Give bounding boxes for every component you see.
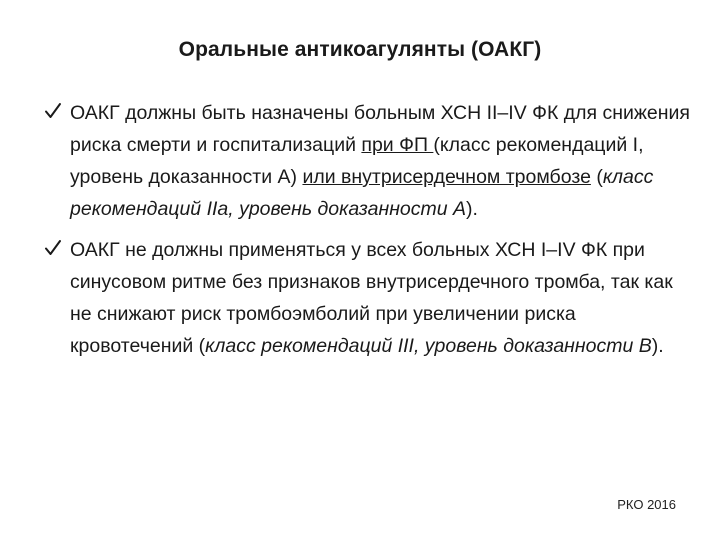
bullet-text: ОАКГ должны быть назначены больным ХСН II–IV ФК для снижения риска смерти и госпитализаций bbox=[70, 102, 690, 156]
checkmark-icon bbox=[44, 234, 64, 266]
italic-text: класс рекомендаций III, уровень доказанности В bbox=[205, 335, 652, 357]
underlined-text: или внутрисердечном тромбозе bbox=[302, 166, 591, 188]
italic-text: класс рекомендаций IIa, уровень доказанности А bbox=[70, 166, 654, 220]
bullet-text: ). bbox=[651, 335, 664, 357]
bullet-text: (класс рекомендаций I, уровень доказанности А) bbox=[70, 134, 644, 188]
bullet-text: ОАКГ не должны применяться у всех больных ХСН I–IV ФК при синусовом ритме без признаков внутрисердечного тромба, так как не снижают риск тромбоэмболий при увеличении риска кровотечений ( bbox=[70, 239, 673, 357]
bullet-text: ). bbox=[466, 198, 478, 220]
bullet-item bbox=[44, 234, 694, 362]
bullet-item bbox=[44, 97, 694, 225]
underlined-text: при ФП bbox=[361, 134, 434, 156]
footer-source: РКО 2016 bbox=[617, 497, 676, 512]
bullet-text: ( bbox=[590, 166, 603, 188]
checkmark-icon bbox=[44, 97, 64, 129]
bullet-list bbox=[44, 97, 694, 371]
slide-title: Оральные антикоагулянты (ОАКГ) bbox=[178, 38, 542, 61]
